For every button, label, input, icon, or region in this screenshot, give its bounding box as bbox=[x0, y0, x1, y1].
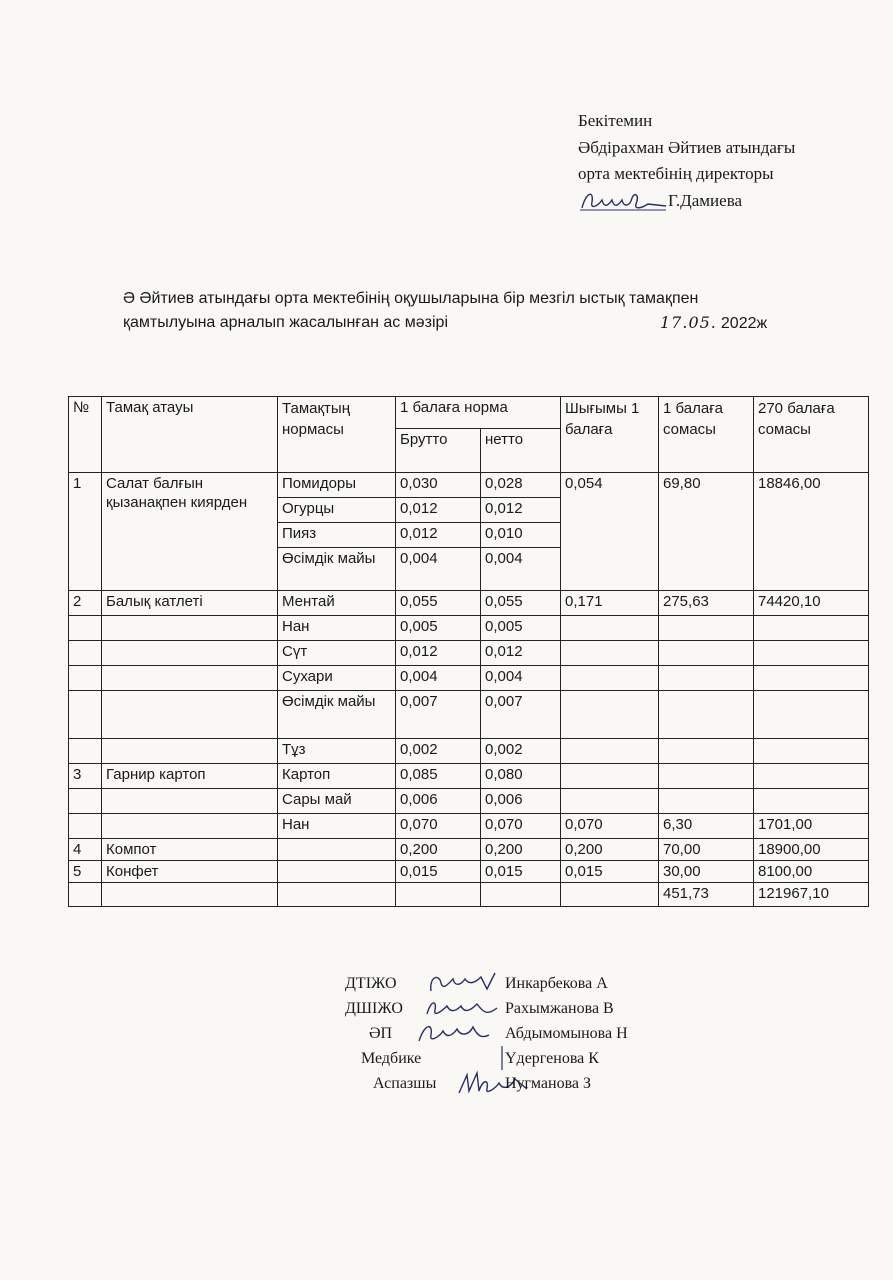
cell-sum-one bbox=[659, 641, 754, 666]
cell-brutto: 0,012 bbox=[396, 641, 481, 666]
header-row bbox=[69, 397, 869, 429]
cell-brutto: 0,012 bbox=[396, 498, 481, 523]
cell-brutto: 0,005 bbox=[396, 616, 481, 641]
cell-netto: 0,007 bbox=[481, 691, 561, 739]
cell-sum-one bbox=[659, 764, 754, 789]
cell-ingredient: Тұз bbox=[278, 739, 396, 764]
signature-role: ДШІЖО bbox=[345, 1000, 403, 1017]
cell-brutto: 0,070 bbox=[396, 814, 481, 839]
cell-output: 0,054 bbox=[561, 473, 659, 591]
cell-ingredient: Өсімдік майы bbox=[278, 691, 396, 739]
cell-netto: 0,004 bbox=[481, 666, 561, 691]
approval-school-line: Әбдірахман Әйтиев атындағы bbox=[578, 137, 796, 157]
cell-output bbox=[561, 789, 659, 814]
cell-brutto: 0,007 bbox=[396, 691, 481, 739]
header-netto: нетто bbox=[481, 429, 561, 473]
cell-no bbox=[69, 666, 102, 691]
cell-no bbox=[69, 883, 102, 907]
cell-brutto bbox=[396, 883, 481, 907]
cell-sum-270: 74420,10 bbox=[754, 591, 869, 616]
cell-no: 5 bbox=[69, 861, 102, 883]
table-row bbox=[69, 839, 869, 861]
cell-dish bbox=[102, 616, 278, 641]
cell-sum-one: 275,63 bbox=[659, 591, 754, 616]
cell-brutto: 0,012 bbox=[396, 523, 481, 548]
signature-role: Аспазшы bbox=[373, 1075, 437, 1092]
cell-ingredient: Помидоры bbox=[278, 473, 396, 498]
signature-row bbox=[345, 1000, 705, 1025]
signature-role: ДТІЖО bbox=[345, 975, 397, 992]
cell-output bbox=[561, 764, 659, 789]
cell-sum-one bbox=[659, 691, 754, 739]
approval-signature-line bbox=[578, 188, 878, 215]
signature-name: Рахымжанова В bbox=[505, 1000, 614, 1017]
header-brutto: Брутто bbox=[396, 429, 481, 473]
signature-name: Үдергенова К bbox=[505, 1050, 599, 1067]
date-year: 2022ж bbox=[720, 315, 768, 332]
cell-output bbox=[561, 691, 659, 739]
cell-no bbox=[69, 739, 102, 764]
cell-netto: 0,005 bbox=[481, 616, 561, 641]
approval-block bbox=[578, 108, 878, 214]
handwritten-signature-icon bbox=[425, 969, 505, 997]
cell-sum-one: 69,80 bbox=[659, 473, 754, 591]
signature-role: ӘП bbox=[369, 1025, 393, 1042]
cell-sum-one bbox=[659, 666, 754, 691]
cell-sum-270 bbox=[754, 691, 869, 739]
director-name: Г.Дамиева bbox=[668, 190, 743, 210]
cell-sum-one: 70,00 bbox=[659, 839, 754, 861]
cell-ingredient: Нан bbox=[278, 814, 396, 839]
cell-netto: 0,028 bbox=[481, 473, 561, 498]
cell-brutto: 0,004 bbox=[396, 548, 481, 591]
cell-sum-270: 18900,00 bbox=[754, 839, 869, 861]
cell-ingredient bbox=[278, 861, 396, 883]
table-row bbox=[69, 641, 869, 666]
cell-ingredient: Сүт bbox=[278, 641, 396, 666]
cell-sum-270: 1701,00 bbox=[754, 814, 869, 839]
handwritten-signature-icon bbox=[415, 1019, 495, 1047]
cell-dish bbox=[102, 691, 278, 739]
table-row bbox=[69, 666, 869, 691]
table-row bbox=[69, 591, 869, 616]
cell-no bbox=[69, 789, 102, 814]
table-row bbox=[69, 764, 869, 789]
header-sum-one: 1 балаға сомасы bbox=[659, 397, 754, 473]
cell-no bbox=[69, 691, 102, 739]
date-handwritten: 17.05. bbox=[660, 313, 717, 332]
cell-ingredient bbox=[278, 839, 396, 861]
cell-sum-one bbox=[659, 616, 754, 641]
cell-output: 0,171 bbox=[561, 591, 659, 616]
document-date bbox=[660, 311, 767, 336]
cell-dish bbox=[102, 814, 278, 839]
cell-output bbox=[561, 666, 659, 691]
cell-sum-one bbox=[659, 739, 754, 764]
cell-output bbox=[561, 739, 659, 764]
cell-no: 4 bbox=[69, 839, 102, 861]
cell-netto: 0,002 bbox=[481, 739, 561, 764]
cell-sum-270 bbox=[754, 616, 869, 641]
cell-sum-270 bbox=[754, 764, 869, 789]
cell-output bbox=[561, 616, 659, 641]
cell-netto: 0,015 bbox=[481, 861, 561, 883]
cell-output bbox=[561, 641, 659, 666]
cell-brutto: 0,006 bbox=[396, 789, 481, 814]
cell-output: 0,015 bbox=[561, 861, 659, 883]
cell-netto: 0,010 bbox=[481, 523, 561, 548]
cell-netto: 0,070 bbox=[481, 814, 561, 839]
signature-name: Нугманова З bbox=[505, 1075, 592, 1092]
handwritten-signature-icon bbox=[423, 994, 503, 1022]
cell-no: 1 bbox=[69, 473, 102, 591]
cell-sum-270 bbox=[754, 666, 869, 691]
cell-dish bbox=[102, 739, 278, 764]
signature-name: Инкарбекова А bbox=[505, 975, 608, 992]
header-dish: Тамақ атауы bbox=[102, 397, 278, 473]
cell-no bbox=[69, 616, 102, 641]
table-row bbox=[69, 691, 869, 739]
table-row bbox=[69, 739, 869, 764]
approval-position-line: орта мектебінің директоры bbox=[578, 164, 774, 183]
cell-dish: Балық катлеті bbox=[102, 591, 278, 616]
title-line-1: Ә Әйтиев атындағы орта мектебінің оқушыларына бір мезгіл ыстық тамақпен bbox=[123, 290, 699, 307]
cell-netto: 0,055 bbox=[481, 591, 561, 616]
cell-dish: Гарнир картоп bbox=[102, 764, 278, 789]
document-title bbox=[123, 287, 843, 335]
total-sum-270: 121967,10 bbox=[754, 883, 869, 907]
cell-sum-one: 6,30 bbox=[659, 814, 754, 839]
signature-name: Абдымомынова Н bbox=[505, 1025, 628, 1042]
cell-netto: 0,012 bbox=[481, 641, 561, 666]
approval-heading: Бекітемин bbox=[578, 111, 653, 130]
cell-ingredient: Картоп bbox=[278, 764, 396, 789]
total-sum-one: 451,73 bbox=[659, 883, 754, 907]
cell-netto: 0,200 bbox=[481, 839, 561, 861]
table-row bbox=[69, 616, 869, 641]
cell-ingredient: Сухари bbox=[278, 666, 396, 691]
cell-brutto: 0,002 bbox=[396, 739, 481, 764]
cell-netto: 0,006 bbox=[481, 789, 561, 814]
cell-ingredient: Нан bbox=[278, 616, 396, 641]
cell-sum-270 bbox=[754, 789, 869, 814]
cell-no bbox=[69, 641, 102, 666]
cell-brutto: 0,015 bbox=[396, 861, 481, 883]
director-signature-icon bbox=[578, 188, 668, 214]
cell-no: 2 bbox=[69, 591, 102, 616]
cell-ingredient bbox=[278, 883, 396, 907]
header-output: Шығымы 1 балаға bbox=[561, 397, 659, 473]
cell-dish bbox=[102, 666, 278, 691]
cell-dish bbox=[102, 641, 278, 666]
cell-brutto: 0,200 bbox=[396, 839, 481, 861]
table-row bbox=[69, 473, 869, 498]
header-sum-270: 270 балаға сомасы bbox=[754, 397, 869, 473]
cell-netto: 0,080 bbox=[481, 764, 561, 789]
cell-dish bbox=[102, 883, 278, 907]
cell-sum-one bbox=[659, 789, 754, 814]
cell-dish bbox=[102, 789, 278, 814]
signature-row bbox=[345, 975, 705, 1000]
cell-brutto: 0,030 bbox=[396, 473, 481, 498]
signature-role: Медбике bbox=[361, 1050, 422, 1067]
cell-dish: Салат балғын қызанақпен киярден bbox=[102, 473, 278, 591]
cell-brutto: 0,055 bbox=[396, 591, 481, 616]
cell-ingredient: Огурцы bbox=[278, 498, 396, 523]
cell-dish: Конфет bbox=[102, 861, 278, 883]
cell-no: 3 bbox=[69, 764, 102, 789]
cell-dish: Компот bbox=[102, 839, 278, 861]
cell-ingredient: Ментай bbox=[278, 591, 396, 616]
cell-output: 0,070 bbox=[561, 814, 659, 839]
cell-ingredient: Өсімдік майы bbox=[278, 548, 396, 591]
menu-table bbox=[68, 396, 869, 907]
totals-row bbox=[69, 883, 869, 907]
cell-netto: 0,012 bbox=[481, 498, 561, 523]
cell-no bbox=[69, 814, 102, 839]
cell-brutto: 0,085 bbox=[396, 764, 481, 789]
cell-sum-one: 30,00 bbox=[659, 861, 754, 883]
cell-sum-270 bbox=[754, 739, 869, 764]
table-row bbox=[69, 814, 869, 839]
header-per-child-norm: 1 балаға норма bbox=[396, 397, 561, 429]
cell-sum-270: 8100,00 bbox=[754, 861, 869, 883]
table-row bbox=[69, 789, 869, 814]
cell-netto: 0,004 bbox=[481, 548, 561, 591]
cell-sum-270: 18846,00 bbox=[754, 473, 869, 591]
cell-brutto: 0,004 bbox=[396, 666, 481, 691]
signature-row bbox=[345, 1075, 705, 1100]
header-no: № bbox=[69, 397, 102, 473]
title-line-2: қамтылуына арналып жасалынған ас мәзірі bbox=[123, 314, 448, 331]
cell-sum-270 bbox=[754, 641, 869, 666]
cell-ingredient: Сары май bbox=[278, 789, 396, 814]
cell-netto bbox=[481, 883, 561, 907]
header-norm: Тамақтың нормасы bbox=[278, 397, 396, 473]
table-row bbox=[69, 861, 869, 883]
cell-ingredient: Пияз bbox=[278, 523, 396, 548]
signatures-block bbox=[345, 975, 705, 1100]
cell-output: 0,200 bbox=[561, 839, 659, 861]
cell-output bbox=[561, 883, 659, 907]
